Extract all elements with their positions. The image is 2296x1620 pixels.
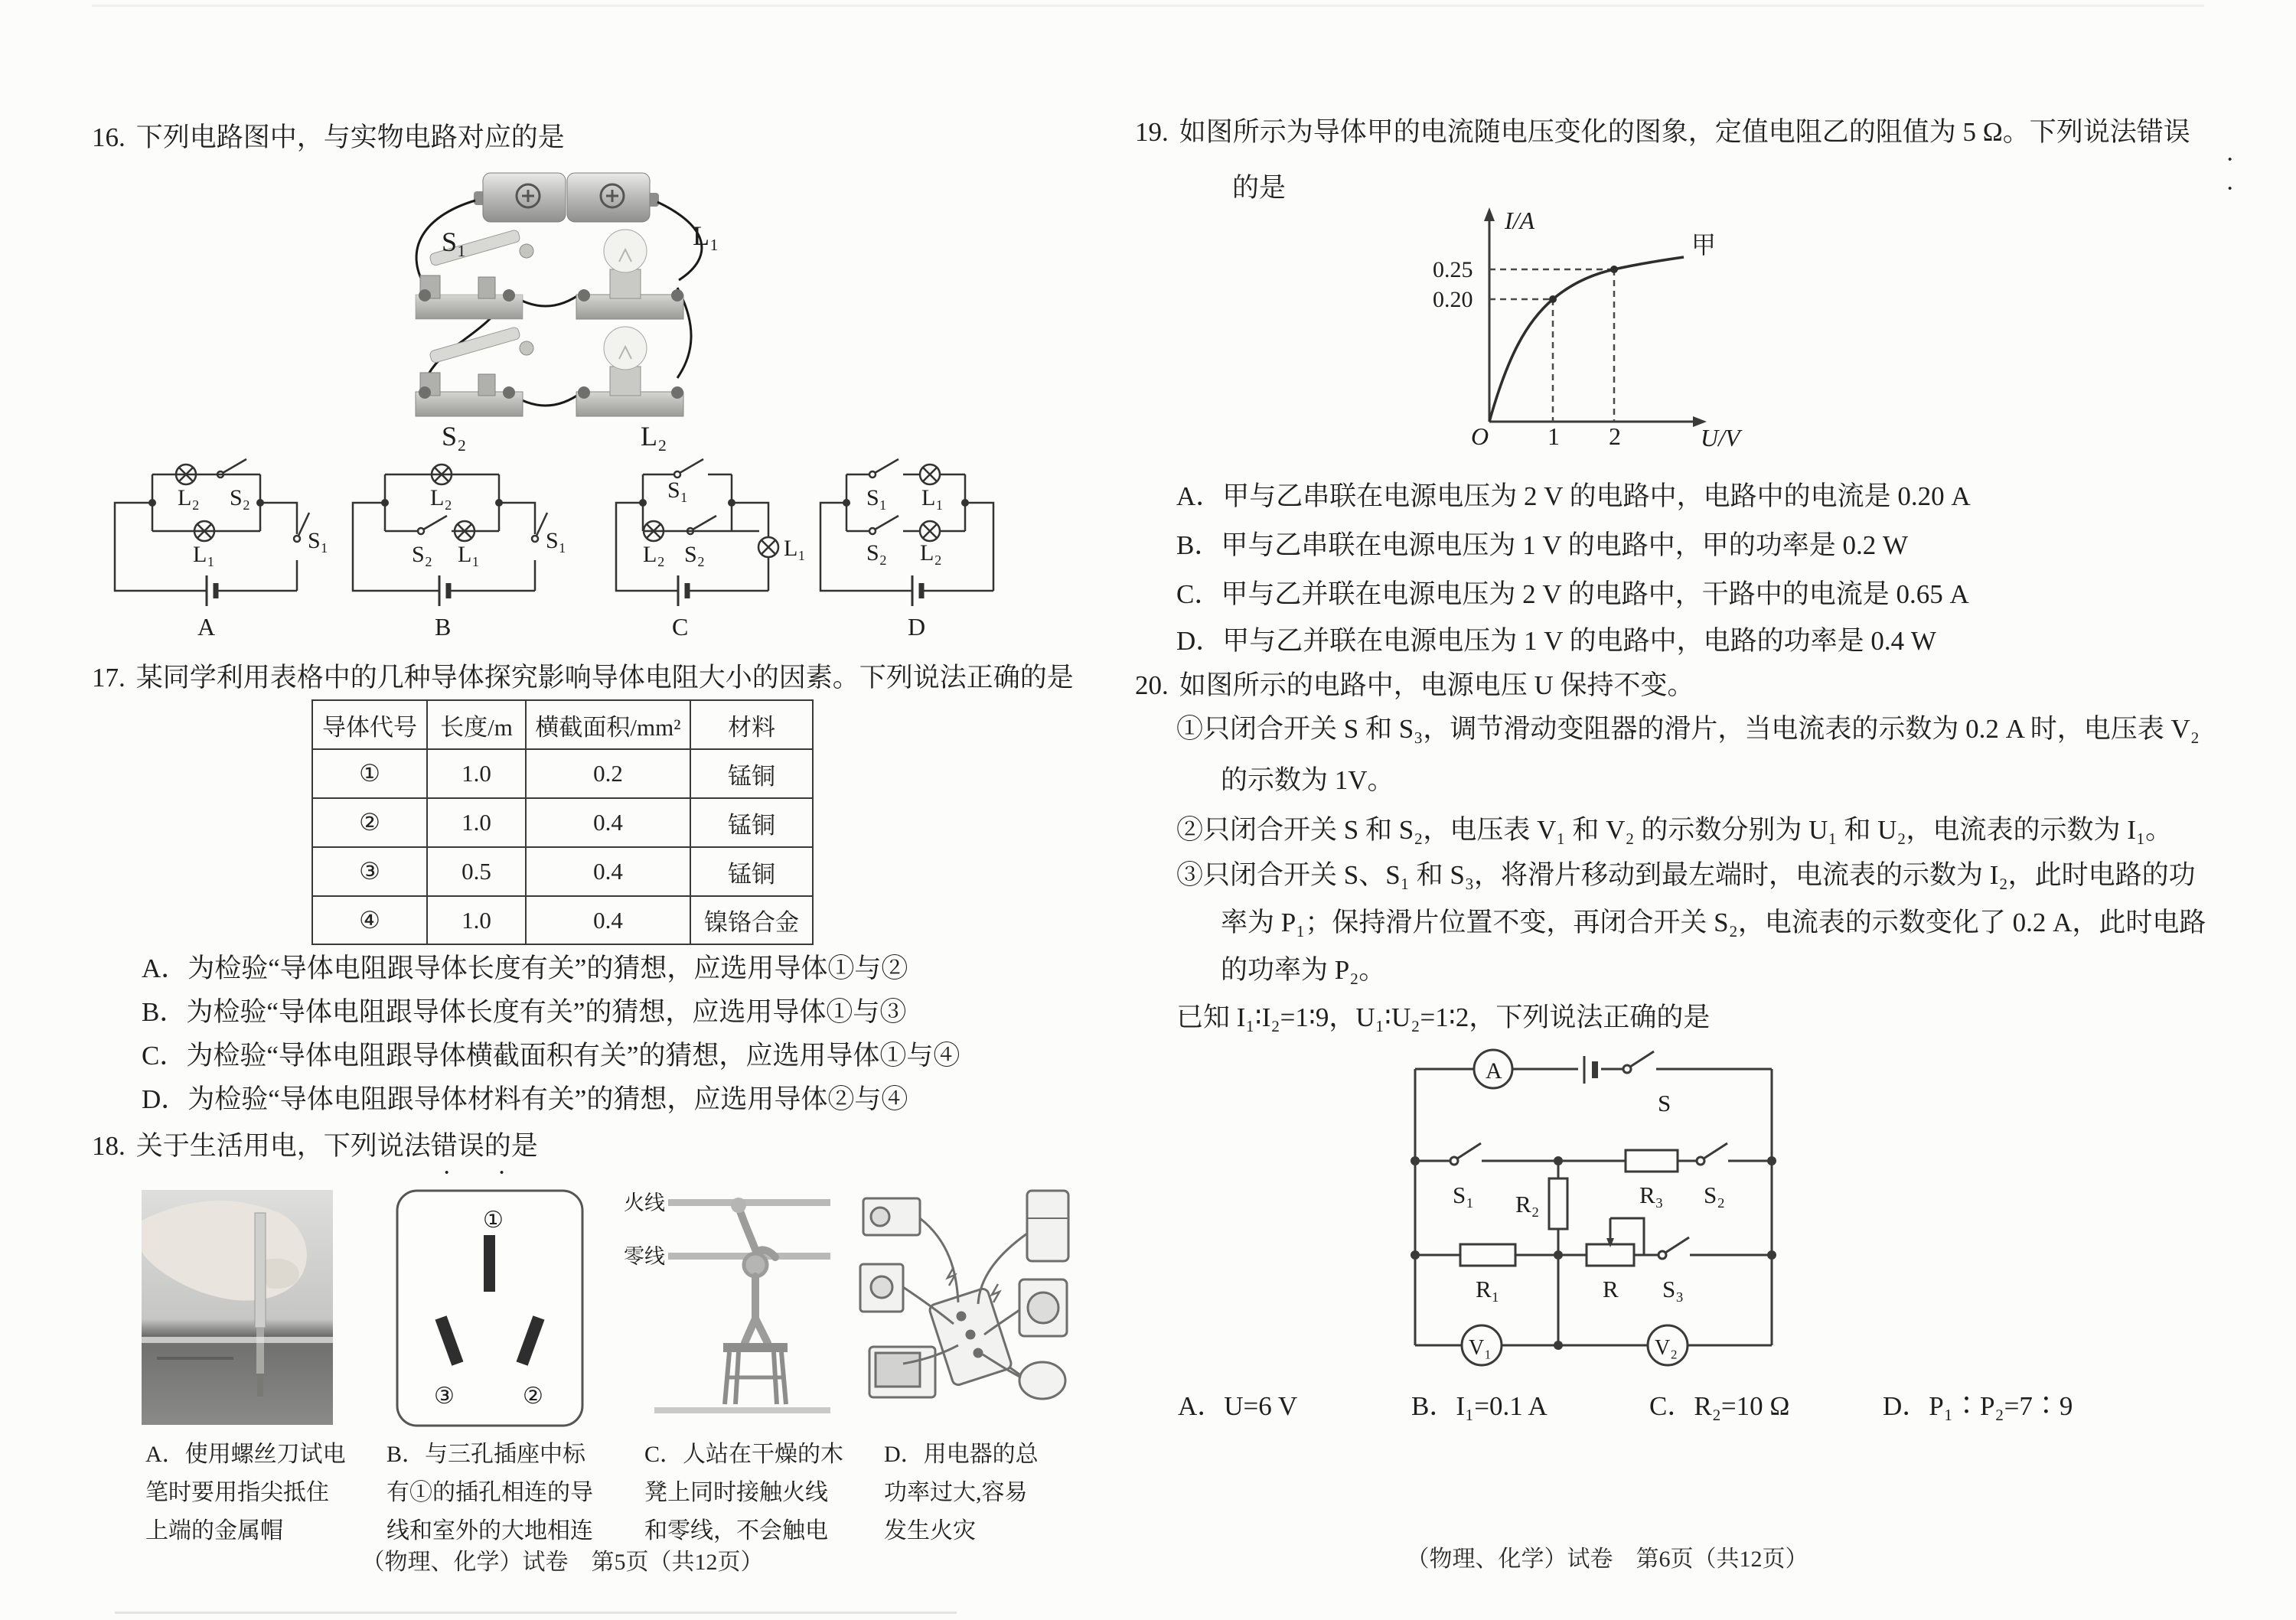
caption-line: A．使用螺丝刀试电 (145, 1442, 346, 1467)
diagram-a-letter: A (197, 613, 216, 641)
scan-noise-bottom (115, 1612, 957, 1614)
data-point-1v (1549, 295, 1557, 303)
diagram-d-letter: D (908, 613, 926, 641)
x-tick-1: 1 (1548, 422, 1560, 450)
diagram-a-label-s2: S₂ (230, 485, 251, 510)
cell-area-4: 0.4 (526, 896, 690, 944)
rheostat-r (1587, 1244, 1634, 1266)
q19-option-d: D．甲与乙并联在电源电压为 1 V 的电路中，电路的功率是 0.4 W (1176, 626, 1936, 656)
diagram-a-label-l1: L₁ (193, 542, 215, 567)
caption-line: 功率过大,容易 (884, 1480, 1028, 1505)
question-17-heading (92, 661, 1074, 695)
caption-line: 笔时要用指尖抵住 (145, 1480, 329, 1505)
kettle-image (1019, 1362, 1065, 1399)
knife-switch-1-image (416, 230, 533, 319)
battery-image (474, 173, 659, 222)
q20-item3-line2: 率为 P₁；保持滑片位置不变，再闭合开关 S₂，电流表的示数变化了 0.2 A，此时电路 (1221, 908, 2206, 937)
question-19-number: 19. (1135, 117, 1169, 147)
question-18-title: 关于生活用电，下列说法错误的是 (135, 1131, 538, 1161)
photo-label-l2: L₂ (641, 421, 667, 451)
caption-line: 凳上同时接触火线 (644, 1480, 828, 1505)
header-cross-section: 横截面积/mm² (526, 700, 690, 749)
q20-item3-line3: 的功率为 P₂。 (1221, 955, 1386, 985)
stool-image (723, 1343, 788, 1404)
diagram-b-label-s1: S₁ (546, 528, 567, 553)
lamp-2-image (576, 327, 683, 416)
header-length: 长度/m (427, 700, 526, 749)
cell-len-3: 0.5 (427, 847, 526, 896)
ground-line (654, 1407, 830, 1413)
q17-option-c: C．为检验“导体电阻跟导体横截面积有关”的猜想，应选用导体①与④ (142, 1041, 960, 1071)
scan-noise-top (92, 5, 2204, 7)
q20-option-c: C．R₂=10 Ω (1649, 1391, 1790, 1421)
figure-b-caption (386, 1436, 593, 1550)
data-point-2v (1610, 266, 1618, 273)
curve-jia (1489, 257, 1684, 422)
question-19-heading (1135, 116, 2190, 149)
caption-line: 有①的插孔相连的导 (386, 1480, 593, 1505)
cell-id-3: ③ (312, 847, 427, 896)
socket-label-1: ① (483, 1208, 504, 1233)
diagram-a-label-l2: L₂ (178, 485, 200, 510)
voltmeter-v1-label: V₁ (1469, 1336, 1492, 1360)
table-row (312, 847, 813, 896)
cell-len-2: 1.0 (427, 798, 526, 847)
question-17-title: 某同学利用表格中的几种导体探究影响导体电阻大小的因素。下列说法正确的是 (135, 663, 1074, 693)
origin-label: O (1471, 422, 1489, 450)
question-20-number: 20. (1135, 670, 1169, 700)
fridge-image (1027, 1191, 1068, 1261)
figure-a-caption (145, 1436, 346, 1550)
circuit-diagram-B (344, 458, 574, 641)
cell-area-3: 0.4 (526, 847, 690, 896)
question-20-heading (1135, 669, 1694, 702)
real-circuit-photo (386, 153, 811, 459)
table-row (312, 896, 813, 944)
cell-mat-4: 镍铬合金 (690, 896, 813, 944)
question-19-title-line1: 如图所示为导体甲的电流随电压变化的图象，定值电阻乙的阻值为 5 Ω。下列说法错误 (1179, 117, 2190, 147)
q20-item1-line1: ①只闭合开关 S 和 S₃，调节滑动变阻器的滑片，当电流表的示数为 0.2 A 时，电压表 V₂ (1176, 714, 2200, 744)
question-19-title-line2: 的是 (1232, 173, 1287, 203)
label-s1: S₁ (1453, 1182, 1475, 1208)
photo-label-l1: L₁ (693, 220, 719, 251)
x-axis-label: U/V (1701, 424, 1740, 451)
photo-label-s2: S₂ (442, 421, 467, 451)
overloaded-appliances-image (857, 1188, 1075, 1429)
cell-id-1: ① (312, 749, 427, 798)
live-wire-label: 火线 (624, 1191, 665, 1214)
table-row (312, 749, 813, 798)
y-tick-025: 0.25 (1433, 257, 1473, 282)
diagram-b-label-s2: S₂ (412, 542, 433, 567)
cell-id-4: ④ (312, 896, 427, 944)
q20-item1-line2: 的示数为 1V。 (1221, 765, 1394, 795)
cell-area-2: 0.4 (526, 798, 690, 847)
q19-option-b: B．甲与乙串联在电源电压为 1 V 的电路中，甲的功率是 0.2 W (1176, 530, 1909, 560)
question-16-heading (92, 121, 565, 155)
wiper-arrow-icon (1606, 1238, 1614, 1247)
cell-area-1: 0.2 (526, 749, 690, 798)
switch-s-blade (1630, 1051, 1654, 1067)
q20-option-d: D．P₁∶P₂=7∶9 (1883, 1391, 2073, 1421)
label-s2: S₂ (1704, 1182, 1726, 1208)
page-5-footer: （物理、化学）试卷 第5页（共12页） (361, 1550, 764, 1575)
diagram-d-label-s2: S₂ (866, 540, 888, 566)
diagram-d-label-s1: S₁ (866, 485, 888, 510)
diagram-c-label-l1: L₁ (784, 536, 806, 561)
q19-emphasis-dots: · · (2226, 145, 2255, 203)
header-material: 材料 (690, 700, 813, 749)
cell-id-2: ② (312, 798, 427, 847)
q20-option-b: B．I₁=0.1 A (1411, 1391, 1548, 1421)
curve-label-jia: 甲 (1691, 231, 1717, 259)
caption-line: 线和室外的大地相连 (386, 1518, 593, 1543)
label-r: R (1603, 1276, 1619, 1302)
caption-line: 上端的金属帽 (145, 1518, 283, 1543)
lamp-1-image (576, 230, 683, 319)
question-18-number: 18. (92, 1131, 126, 1161)
diagram-c-label-s2: S₂ (684, 542, 706, 567)
neutral-wire-label: 零线 (624, 1245, 665, 1268)
label-r2: R₂ (1515, 1191, 1540, 1217)
iu-graph (1431, 203, 1760, 459)
y-axis-label: I/A (1505, 207, 1535, 234)
question-20-intro: 如图所示的电路中，电源电压 U 保持不变。 (1179, 670, 1694, 700)
three-hole-socket-image (394, 1188, 585, 1429)
rheostat-wiper-wire (1610, 1218, 1644, 1255)
diagram-c-label-s1: S₁ (667, 478, 689, 503)
dashed-guides (1489, 269, 1614, 422)
resistor-r1 (1460, 1244, 1515, 1266)
circuit-diagram-C (605, 458, 842, 641)
figure-c-caption (644, 1436, 843, 1550)
q19-option-c: C．甲与乙并联在电源电压为 2 V 的电路中，干路中的电流是 0.65 A (1176, 579, 1969, 609)
diagram-c-label-l2: L₂ (643, 542, 665, 567)
q17-option-a: A．为检验“导体电阻跟导体长度有关”的猜想，应选用导体①与② (142, 953, 908, 983)
label-s: S (1658, 1090, 1671, 1116)
q20-circuit-diagram (1401, 1056, 1799, 1377)
person-touching-wires-image (624, 1190, 830, 1425)
y-tick-020: 0.20 (1433, 287, 1473, 312)
q17-option-d: D．为检验“导体电阻跟导体材料有关”的猜想，应选用导体②与④ (142, 1084, 908, 1114)
caption-line: 发生火灾 (884, 1518, 976, 1543)
question-16-number: 16. (92, 122, 126, 152)
label-r3: R₃ (1639, 1182, 1664, 1208)
diagram-c-letter: C (672, 613, 689, 641)
diagram-b-letter: B (435, 613, 452, 641)
cell-len-1: 1.0 (427, 749, 526, 798)
test-pen-photo (142, 1190, 333, 1425)
earth-slot (484, 1235, 495, 1292)
diagram-b-label-l2: L₂ (430, 485, 452, 510)
cell-mat-1: 锰铜 (690, 749, 813, 798)
photo-label-s1: S₁ (442, 227, 467, 257)
resistor-r3 (1626, 1150, 1678, 1172)
socket-label-2: ② (523, 1384, 543, 1409)
question-16-title: 下列电路图中，与实物电路对应的是 (135, 122, 565, 152)
test-pen-image (255, 1213, 266, 1328)
question-17-number: 17. (92, 663, 126, 693)
label-s3: S₃ (1662, 1276, 1684, 1302)
table-header-row (312, 700, 813, 749)
page-6-footer: （物理、化学）试卷 第6页（共12页） (1406, 1547, 1808, 1572)
cell-mat-2: 锰铜 (690, 798, 813, 847)
caption-line: C．人站在干燥的木 (644, 1442, 844, 1467)
resistor-r2 (1549, 1178, 1567, 1229)
diagram-a-label-s1: S₁ (308, 528, 329, 553)
caption-line: 和零线，不会触电 (644, 1518, 828, 1543)
q17-option-b: B．为检验“导体电阻跟导体长度有关”的猜想，应选用导体①与③ (142, 997, 907, 1027)
figure-d-caption (884, 1436, 1039, 1550)
header-conductor-id: 导体代号 (312, 700, 427, 749)
table-row (312, 798, 813, 847)
switch-s-pivot (1623, 1065, 1631, 1073)
q20-option-a: A．U=6 V (1178, 1391, 1298, 1421)
y-axis-arrow-icon (1484, 207, 1495, 221)
diagram-d-label-l1: L₁ (921, 485, 944, 510)
cell-len-4: 1.0 (427, 896, 526, 944)
diagram-b-label-l1: L₁ (458, 542, 480, 567)
socket-label-3: ③ (434, 1384, 455, 1409)
q20-item2: ②只闭合开关 S 和 S₂，电压表 V₁ 和 V₂ 的示数分别为 U₁ 和 U₂，电流表的示数为 I₁。 (1176, 815, 2173, 845)
ammeter-label: A (1486, 1058, 1502, 1084)
q20-item3-line1: ③只闭合开关 S、S₁ 和 S₃，将滑片移动到最左端时，电流表的示数为 I₂，此时电路的功 (1176, 860, 2196, 890)
diagram-d-label-l2: L₂ (920, 540, 942, 566)
q18-emphasis-dots: · · (442, 1159, 527, 1187)
caption-line: B．与三孔插座中标 (386, 1442, 586, 1467)
live-wire (668, 1199, 830, 1206)
x-tick-2: 2 (1609, 422, 1621, 450)
label-r1: R₁ (1476, 1276, 1500, 1302)
knife-switch-2-image (416, 327, 533, 416)
cell-mat-3: 锰铜 (690, 847, 813, 896)
conductor-spec-table (311, 699, 814, 945)
caption-line: D．用电器的总 (884, 1442, 1039, 1467)
voltmeter-v2-label: V₂ (1655, 1336, 1678, 1360)
circuit-diagram-D (811, 458, 1041, 641)
q19-option-a: A．甲与乙串联在电源电压为 2 V 的电路中，电路中的电流是 0.20 A (1176, 481, 1971, 511)
q20-known-line: 已知 I₁∶I₂=1∶9，U₁∶U₂=1∶2，下列说法正确的是 (1176, 1002, 1711, 1032)
stick-person (731, 1198, 775, 1343)
circuit-diagram-A (107, 458, 337, 641)
